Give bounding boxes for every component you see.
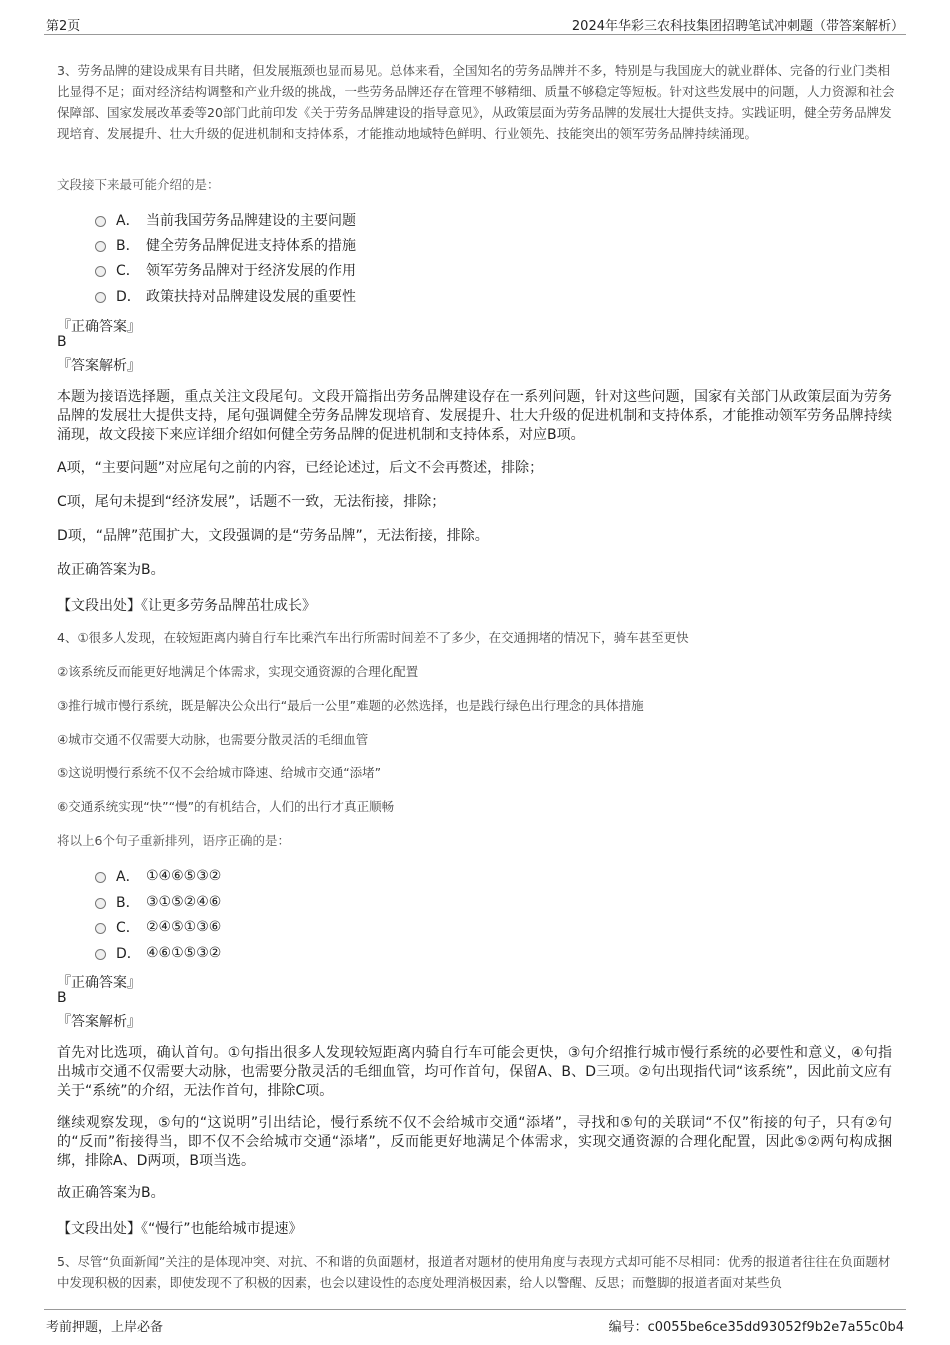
q3-source: 【文段出处】《让更多劳务品牌茁壮成长》 (57, 598, 316, 614)
radio-icon[interactable] (95, 923, 106, 934)
q3-analysis-para: A项，“主要问题”对应尾句之前的内容，已经论述过，后文不会再赘述，排除； (57, 460, 544, 476)
q3-option-b[interactable]: B． 健全劳务品牌促进支持体系的措施 (95, 235, 356, 255)
q4-sentence: ④城市交通不仅需要大动脉，也需要分散灵活的毛细血管 (57, 732, 369, 747)
q4-sentence: ③推行城市慢行系统，既是解决公众出行“最后一公里”难题的必然选择，也是践行绿色出行理念的具体措施 (57, 698, 644, 713)
q4-source: 【文段出处】《“慢行”也能给城市提速》 (57, 1221, 303, 1237)
q4-prompt: 将以上6个句子重新排列，语序正确的是： (57, 833, 290, 848)
radio-icon[interactable] (95, 898, 106, 909)
q4-answer-label: 『正确答案』 (57, 975, 141, 991)
q3-prompt: 文段接下来最可能介绍的是： (57, 177, 220, 192)
q4-analysis-para: 继续观察发现，⑤句的“这说明”引出结论，慢行系统不仅不会给城市交通“添堵”，寻找和⑤句的关联词“不仅”衔接的句子，只有②句的“反而”衔接得当，即不仅不会给城市交通“添堵”，反而能更好地满足个体需求，实现交通资源的合理化配置，因此⑤②两句构成捆绑，排除A、D两项，B项当选。 (57, 1115, 892, 1169)
q3-analysis-para: C项，尾句未提到“经济发展”，话题不一致，无法衔接，排除； (57, 494, 446, 510)
q4-option-d[interactable]: D． ④⑥①⑤③② (95, 943, 221, 963)
q4-answer: B (57, 990, 67, 1006)
q3-analysis-para: 故正确答案为B。 (57, 562, 165, 578)
radio-icon[interactable] (95, 949, 106, 960)
q3-analysis-para: D项，“品牌”范围扩大，文段强调的是“劳务品牌”，无法衔接，排除。 (57, 528, 489, 544)
q3-answer: B (57, 334, 67, 350)
q4-option-b[interactable]: B． ③①⑤②④⑥ (95, 892, 221, 912)
q4-sentence: ⑥交通系统实现“快”“慢”的有机结合，人们的出行才真正顺畅 (57, 799, 395, 814)
footer-slogan: 考前押题，上岸必备 (46, 1320, 164, 1335)
document-code: 编号：c0055be6ce35dd93052f9b2e7a55c0b4 (608, 1320, 904, 1335)
radio-icon[interactable] (95, 216, 106, 227)
q3-option-c[interactable]: C． 领军劳务品牌对于经济发展的作用 (95, 260, 356, 280)
radio-icon[interactable] (95, 872, 106, 883)
page-number: 第2页 (46, 19, 81, 34)
q4-sentence: ⑤这说明慢行系统不仅不会给城市降速、给城市交通“添堵” (57, 765, 382, 780)
q3-passage: 3、劳务品牌的建设成果有目共睹，但发展瓶颈也显而易见。总体来看，全国知名的劳务品牌并不多，特别是与我国庞大的就业群体、完备的行业门类相比显得不足；面对经济结构调整和产业升级的挑战，一些劳务品牌还存在管理不够精细、质量不够稳定等短板。针对这些发展中的问题，人力资源和社会保障部、国家发展改革委等20部门此前印发《关于劳务品牌建设的指导意见》，从政策层面为劳务品牌的发展壮大提供支持。实践证明，健全劳务品牌发现培育、发展提升、壮大升级的促进机制和支持体系，才能推动地域特色鲜明、行业领先、技能突出的领军劳务品牌持续涌现。 (57, 63, 895, 141)
q4-analysis-para: 故正确答案为B。 (57, 1185, 165, 1201)
radio-icon[interactable] (95, 266, 106, 277)
page-footer (44, 1309, 906, 1334)
page-header (44, 12, 906, 35)
q4-sentence: 4、①很多人发现，在较短距离内骑自行车比乘汽车出行所需时间差不了多少，在交通拥堵的情况下，骑车甚至更快 (57, 630, 689, 645)
q4-analysis-label: 『答案解析』 (57, 1014, 141, 1030)
q4-option-c[interactable]: C． ②④⑤①③⑥ (95, 917, 221, 937)
q4-analysis-para: 首先对比选项，确认首句。①句指出很多人发现较短距离内骑自行车可能会更快，③句介绍推行城市慢行系统的必要性和意义，④句指出城市交通不仅需要大动脉，也需要分散灵活的毛细血管，均可作首句，保留A、B、D三项。②句出现指代词“该系统”，因此前文应有关于“系统”的介绍，无法作首句，排除C项。 (57, 1045, 892, 1099)
document-title: 2024年华彩三农科技集团招聘笔试冲刺题（带答案解析） (571, 19, 904, 34)
q3-option-d[interactable]: D． 政策扶持对品牌建设发展的重要性 (95, 286, 356, 306)
q4-option-a[interactable]: A． ①④⑥⑤③② (95, 866, 221, 886)
q3-answer-label: 『正确答案』 (57, 319, 141, 335)
q5-passage: 5、尽管“负面新闻”关注的是体现冲突、对抗、不和谐的负面题材，报道者对题材的使用角度与表现方式却可能不尽相同：优秀的报道者往往在负面题材中发现积极的因素，即使发现不了积极的因素，也会以建设性的态度处理消极因素，给人以警醒、反思；而蹩脚的报道者面对某些负 (57, 1254, 891, 1290)
radio-icon[interactable] (95, 241, 106, 252)
q3-option-a[interactable]: A． 当前我国劳务品牌建设的主要问题 (95, 210, 356, 230)
radio-icon[interactable] (95, 292, 106, 303)
q3-analysis-label: 『答案解析』 (57, 358, 141, 374)
q3-analysis-para: 本题为接语选择题，重点关注文段尾句。文段开篇指出劳务品牌建设存在一系列问题，针对这些问题，国家有关部门从政策层面为劳务品牌的发展壮大提供支持，尾句强调健全劳务品牌发现培育、发展提升、壮大升级的促进机制和支持体系，才能推动领军劳务品牌持续涌现，故文段接下来应详细介绍如何健全劳务品牌的促进机制和支持体系，对应B项。 (57, 389, 892, 443)
q4-sentence: ②该系统反而能更好地满足个体需求，实现交通资源的合理化配置 (57, 664, 419, 679)
